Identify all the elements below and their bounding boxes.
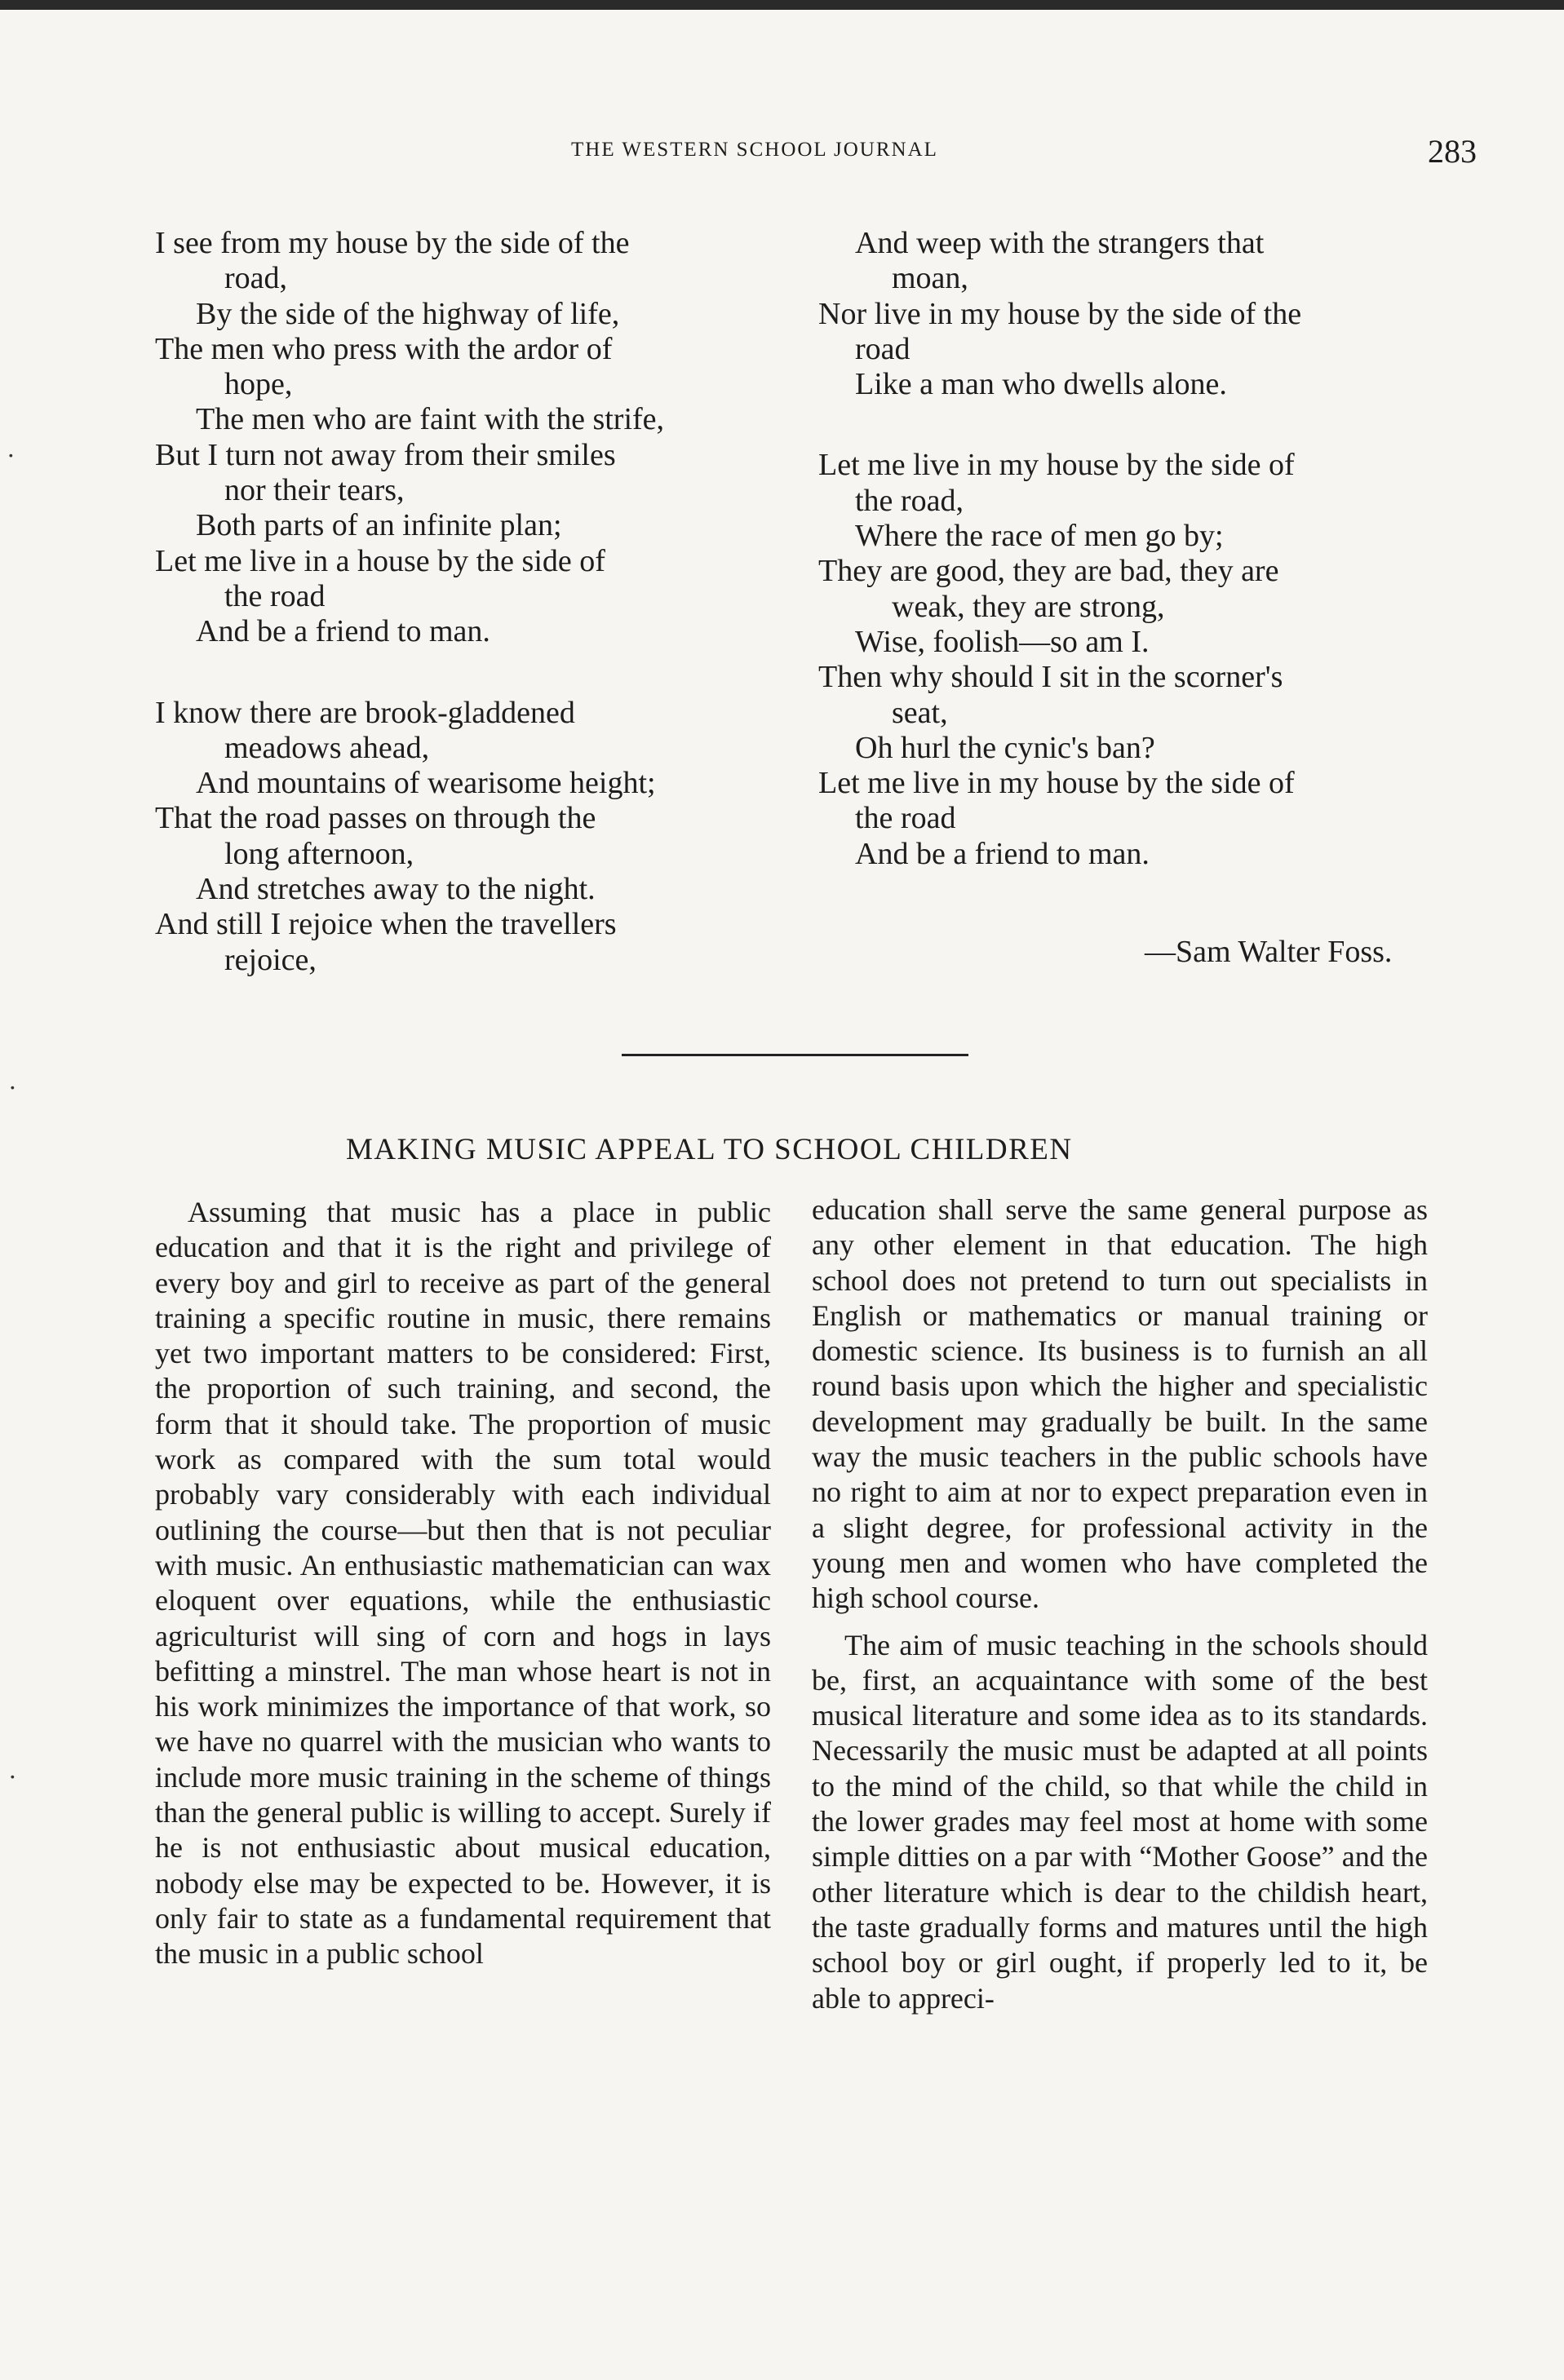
page-top-edge bbox=[0, 0, 1564, 10]
poem-line: the road bbox=[224, 578, 326, 613]
poem-line: But I turn not away from their smiles bbox=[155, 437, 616, 472]
article-paragraph: education shall serve the same general purpose as any other element in that education. The high school does not pretend to turn out specialists in English or mathematics or manual training or domestic science. Its business is to furnish an all round basis upon which the higher and specialistic development may gradually be built. In the same way the music teachers in the public schools have no right to aim at nor to expect preparation even in a slight degree, for professional activity in the young men and women who have completed the high school course. bbox=[812, 1193, 1428, 1615]
margin-speck: · bbox=[8, 1073, 17, 1102]
article-left-column bbox=[155, 1195, 771, 1984]
margin-speck: · bbox=[7, 440, 16, 470]
poem-line: Where the race of men go by; bbox=[855, 519, 1224, 554]
article-paragraph: The aim of music teaching in the schools should be, first, an acquaintance with some of the best musical literature and some idea as to its standards. Necessarily the music must be adapted at all points to the mind of the child, so that while the child in the lower grades may feel most at home with some simple ditties on a par with “Mother Goose” and the other literature which is dear to the childish heart, the taste gradually forms and matures until the high school boy or girl ought, if properly led to it, be able to appreci- bbox=[812, 1628, 1428, 2015]
poem-left-column bbox=[155, 226, 791, 1024]
article-paragraph: Assuming that music has a place in public education and that it is the right and privilege of every boy and girl to receive as part of the general training a specific routine in music, there remains yet two important matters to be considered: First, the proportion of such training, and second, the form that it should take. The proportion of music work as compared with the sum total would probably vary considerably with each individual outlining the course—but then that is not peculiar with music. An enthusiastic mathematician can wax eloquent over equations, while the enthusiastic agriculturist will sing of corn and hogs in lays befitting a minstrel. The man whose heart is not in his work minimizes the importance of that work, so we have no quarrel with the musician who wants to include more music training in the scheme of things than the general public is willing to accept. Surely if he is not enthusiastic about musical education, nobody else may be expected to be. However, it is only fair to state as a fundamental requirement that the music in a public school bbox=[155, 1196, 771, 1971]
section-divider bbox=[622, 1054, 968, 1056]
journal-header-title: THE WESTERN SCHOOL JOURNAL bbox=[571, 139, 938, 161]
poem-attribution: —Sam Walter Foss. bbox=[1145, 935, 1393, 969]
poem-stanza bbox=[155, 696, 791, 978]
poem-line: Both parts of an infinite plan; bbox=[196, 508, 562, 543]
poem-line: Let me live in my house by the side of bbox=[818, 766, 1295, 801]
poem-line: Wise, foolish—so am I. bbox=[855, 624, 1150, 659]
poem-line: Like a man who dwells alone. bbox=[855, 367, 1227, 402]
poem-line: road bbox=[855, 331, 910, 366]
poem-line: Oh hurl the cynic's ban? bbox=[855, 730, 1155, 765]
poem-line: moan, bbox=[892, 261, 968, 296]
poem-line: hope, bbox=[224, 367, 293, 402]
poem-stanza bbox=[818, 226, 1455, 402]
poem-line: rejoice, bbox=[224, 942, 317, 977]
article-right-column bbox=[812, 1192, 1428, 2028]
poem-line: I see from my house by the side of the bbox=[155, 226, 630, 260]
poem-line: Let me live in a house by the side of bbox=[155, 543, 605, 578]
poem-line: long afternoon, bbox=[224, 836, 414, 871]
poem-line: And be a friend to man. bbox=[855, 836, 1150, 871]
poem-line: By the side of the highway of life, bbox=[196, 296, 620, 331]
poem-line: They are good, they are bad, they are bbox=[818, 554, 1279, 589]
poem-line: And still I rejoice when the travellers bbox=[155, 907, 617, 942]
poem-line: And stretches away to the night. bbox=[196, 872, 596, 907]
poem-line: That the road passes on through the bbox=[155, 801, 596, 836]
poem-line: Then why should I sit in the scorner's bbox=[818, 660, 1283, 695]
poem-line: road, bbox=[224, 261, 288, 296]
article-title: MAKING MUSIC APPEAL TO SCHOOL CHILDREN bbox=[346, 1133, 1073, 1166]
poem-line: I know there are brook-gladdened bbox=[155, 695, 575, 730]
poem-line: And be a friend to man. bbox=[196, 614, 490, 649]
poem-stanza bbox=[155, 226, 791, 650]
poem-line: the road, bbox=[855, 483, 964, 518]
poem-line: Let me live in my house by the side of bbox=[818, 448, 1295, 483]
poem-line: And mountains of wearisome height; bbox=[196, 766, 656, 801]
poem-line: The men who press with the ardor of bbox=[155, 331, 613, 366]
poem-stanza bbox=[818, 448, 1455, 872]
poem-right-column bbox=[818, 226, 1455, 918]
poem-line: seat, bbox=[892, 695, 948, 730]
poem-line: weak, they are strong, bbox=[892, 589, 1165, 624]
margin-speck: · bbox=[8, 1762, 17, 1791]
poem-line: meadows ahead, bbox=[224, 730, 430, 765]
page-number: 283 bbox=[1428, 133, 1477, 170]
poem-line: And weep with the strangers that bbox=[855, 226, 1265, 260]
poem-line: The men who are faint with the strife, bbox=[196, 402, 665, 437]
poem-line: Nor live in my house by the side of the bbox=[818, 296, 1302, 331]
poem-line: the road bbox=[855, 801, 956, 836]
poem-line: nor their tears, bbox=[224, 473, 405, 508]
